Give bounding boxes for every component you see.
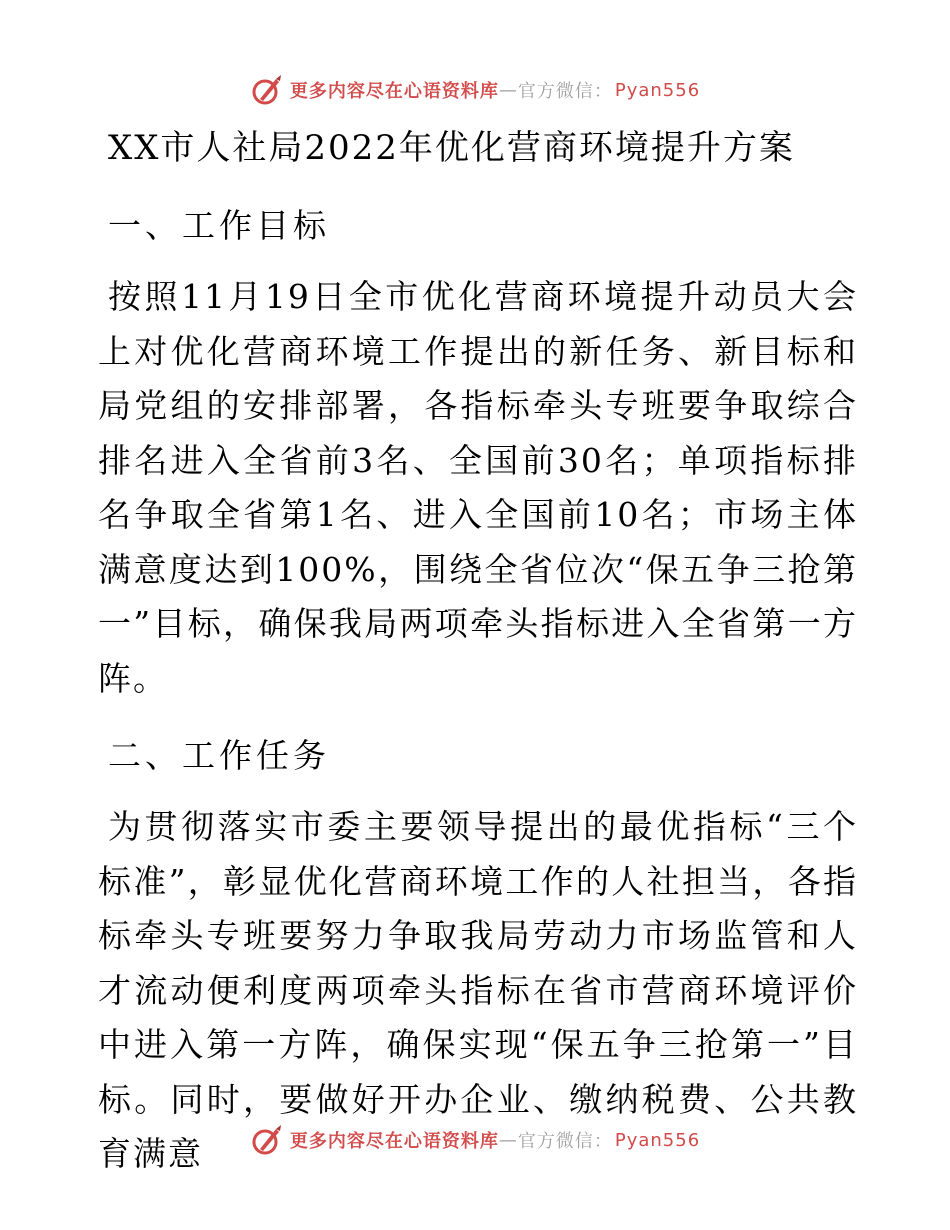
watermark-account: Pyan556	[614, 1129, 701, 1151]
watermark-contact-label: 官方微信：	[517, 81, 613, 102]
watermark-contact-label: 官方微信：	[517, 1131, 613, 1152]
watermark-dash: —	[498, 1129, 518, 1151]
watermark-dash: —	[498, 79, 518, 101]
watermark-footer	[0, 1118, 950, 1162]
watermark-site-text: 更多内容尽在心语资料库	[289, 81, 499, 102]
watermark-header	[0, 68, 950, 112]
watermark-site-text: 更多内容尽在心语资料库	[289, 1131, 499, 1152]
document-body	[98, 120, 858, 1182]
watermark-account: Pyan556	[614, 79, 701, 101]
section-heading-goals: 一、工作目标	[108, 206, 330, 245]
quill-pen-logo-icon	[250, 1123, 284, 1157]
section-paragraph-goals: 按照11月19日全市优化营商环境提升动员大会上对优化营商环境工作提出的新任务、新目标和局党组的安排部署，各指标牵头专班要争取综合排名进入全省前3名、全国前30名；单项指标排名争取全省第1名、进入全国前10名；市场主体满意度达到100%，围绕全省位次“保五争三抢第一”目标，确保我局两项牵头指标进入全省第一方阵。	[98, 277, 858, 698]
quill-pen-logo-icon	[250, 73, 284, 107]
document-title: XX市人社局2022年优化营商环境提升方案	[108, 128, 795, 168]
section-paragraph-tasks: 为贯彻落实市委主要领导提出的最优指标“三个标准”，彰显优化营商环境工作的人社担当，各指标牵头专班要努力争取我局劳动力市场监管和人才流动便利度两项牵头指标在省市营商环境评价中进入第一方阵，确保实现“保五争三抢第一”目标。同时，要做好开办企业、缴纳税费、公共教育满意	[98, 807, 858, 1173]
section-heading-tasks: 二、工作任务	[108, 736, 330, 775]
